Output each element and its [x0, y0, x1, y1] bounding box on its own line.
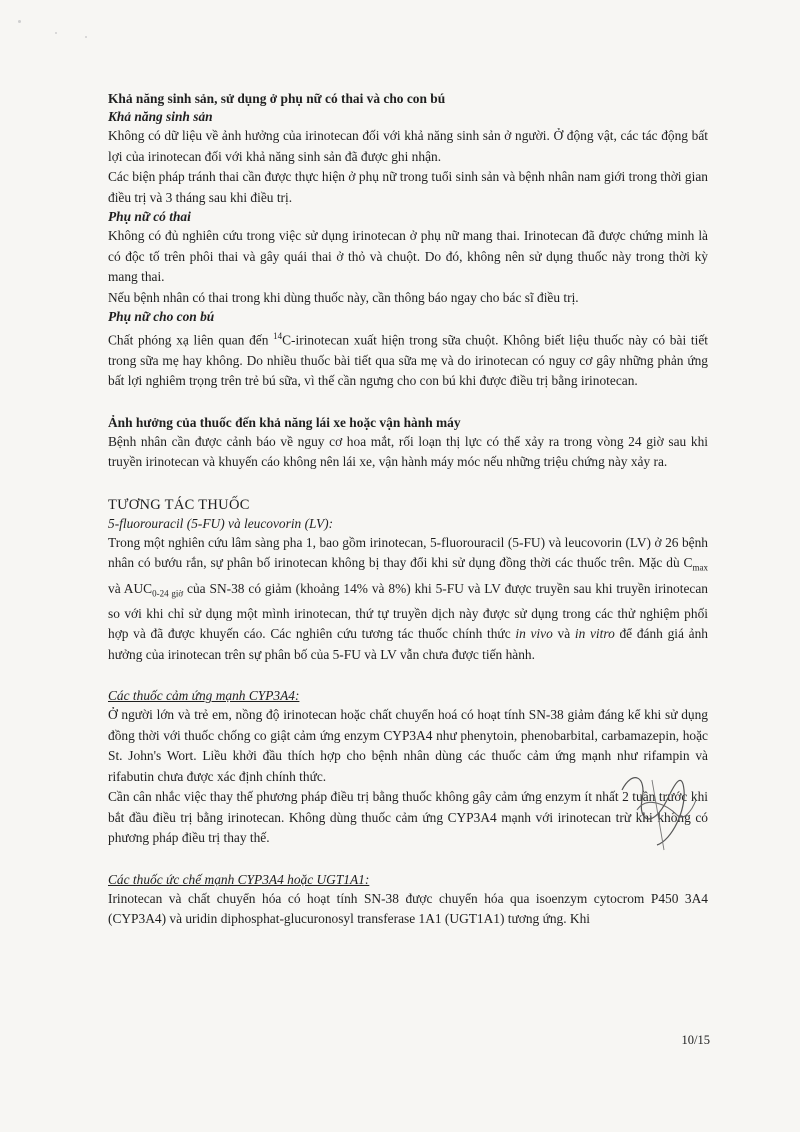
- subsection-title-pregnant: Phụ nữ có thai: [108, 209, 191, 224]
- paragraph: Cần cân nhắc việc thay thế phương pháp điều trị bằng thuốc không gây cảm ứng enzym ít nhất 2 tuần trước khi bắt đầu điều trị bằng irinotecan. Không dùng thuốc cảm ứng CYP3A4 mạnh với irinotecan trừ khi không có phương pháp điều trị thay thế.: [108, 789, 708, 846]
- text-run: và: [552, 626, 575, 642]
- subsection-title-cyp3a4-inhibitors: Các thuốc ức chế mạnh CYP3A4 hoặc UGT1A1:: [108, 871, 370, 887]
- scan-speck: [55, 32, 57, 34]
- paragraph: Các biện pháp tránh thai cần được thực hiện ở phụ nữ trong tuổi sinh sản và bệnh nhân nam giới trong thời gian điều trị và 3 tháng sau khi điều trị.: [108, 169, 708, 205]
- scan-speck: [85, 36, 87, 38]
- paragraph: Irinotecan và chất chuyển hóa có hoạt tính SN-38 được chuyển hóa qua isoenzym cytocrom P450 3A4 (CYP3A4) và uridin diphosphat-glucuronosyl transferase 1A1 (UGT1A1) tương ứng. Khi: [108, 890, 708, 927]
- paragraph: Bệnh nhân cần được cảnh báo về nguy cơ hoa mắt, rối loạn thị lực có thể xảy ra trong vòng 24 giờ sau khi truyền irinotecan và khuyến cáo không nên lái xe, vận hành máy móc nếu những triệu chứng này xảy ra.: [108, 433, 708, 470]
- text-run: Chất phóng xạ liên quan đến: [108, 332, 274, 348]
- paragraph: Không có dữ liệu về ảnh hưởng của irinotecan đối với khả năng sinh sản ở người. Ở động vật, các tác động bất lợi của irinotecan đối với khả năng sinh sản đã được ghi nhận.: [108, 128, 708, 164]
- subsection-title-5fu: 5-fluorouracil (5-FU) và leucovorin (LV):: [108, 515, 334, 531]
- subsection-title-cyp3a4-inducers: Các thuốc cảm ứng mạnh CYP3A4:: [108, 688, 300, 704]
- section-heading-interactions: TƯƠNG TÁC THUỐC: [108, 496, 250, 513]
- section-title-fertility-pregnancy: Khả năng sinh sản, sử dụng ở phụ nữ có thai và cho con bú: [108, 91, 446, 106]
- scan-speck: [18, 20, 21, 23]
- page-number: 10/15: [681, 1033, 710, 1047]
- superscript: 14: [273, 331, 283, 341]
- subsection-title-lactation: Phụ nữ cho con bú: [108, 309, 215, 324]
- text-run: C-irinotecan xuất hiện trong sữa chuột. Không biết liệu thuốc này có bài tiết trong sữa mẹ hay không. Do nhiều thuốc bài tiết qua sữa mẹ và do irinotecan có nguy cơ gây những phản ứng bất lợi nghiêm trọng trên trẻ bú sữa, vì thế cần ngưng cho con bú khi được điều trị bằng irinotecan.: [108, 332, 708, 389]
- subscript: 0-24 giờ: [152, 588, 184, 599]
- italic-text: in vitro: [574, 626, 615, 642]
- paragraph: Không có đủ nghiên cứu trong việc sử dụng irinotecan ở phụ nữ mang thai. Irinotecan đã được chứng minh là có độc tố trên phôi thai và gây quái thai ở thỏ và chuột. Do đó, không nên sử dụng thuốc này trong thời kỳ mang thai.: [108, 228, 708, 284]
- paragraph-5fu: [108, 533, 708, 665]
- italic-text: in vivo: [515, 626, 553, 642]
- subscript: max: [692, 563, 708, 574]
- subsection-title-fertility: Khả năng sinh sản: [108, 109, 213, 124]
- paragraph-lactation: [108, 326, 708, 392]
- text-run: của SN-38 có giảm (khoảng 14% và 8%) khi 5-FU và LV được truyền sau khi truyền irinotecan so với khi chỉ sử dụng một mình irinotecan, thứ tự truyền dịch này được sử dụng trong các thử nghiệm phối hợp và đã được khuyến cáo. Các nghiên cứu tương tác thuốc chính thức: [108, 580, 708, 642]
- text-run: và AUC: [108, 580, 153, 596]
- text-run: để đánh giá ảnh hưởng của irinotecan trên sự phân bố của 5-FU và LV vẫn chưa được tiến hành.: [108, 626, 708, 662]
- paragraph: Ở người lớn và trẻ em, nồng độ irinotecan hoặc chất chuyển hoá có hoạt tính SN-38 giảm đáng kể khi sử dụng đồng thời với thuốc chống co giật cảm ứng enzym CYP3A4 như phenytoin, phenobarbital, carbamazepin, hoặc St. John's Wort. Liều khởi đầu thích hợp cho bệnh nhân dùng các thuốc cảm ứng mạnh như rifampin và rifabutin chưa được xác định chính thức.: [108, 707, 708, 784]
- text-run: Trong một nghiên cứu lâm sàng pha 1, bao gồm irinotecan, 5-fluorouracil (5-FU) và leucovorin (LV) ở 26 bệnh nhân có bướu rắn, sự phân bố irinotecan không bị thay đổi khi sử dụng đồng thời các thuốc trên. Mặc dù C: [108, 534, 708, 571]
- section-title-driving: Ảnh hưởng của thuốc đến khả năng lái xe hoặc vận hành máy: [108, 414, 461, 430]
- paragraph: Nếu bệnh nhân có thai trong khi dùng thuốc này, cần thông báo ngay cho bác sĩ điều trị.: [108, 289, 579, 305]
- handwritten-signature: [612, 760, 702, 860]
